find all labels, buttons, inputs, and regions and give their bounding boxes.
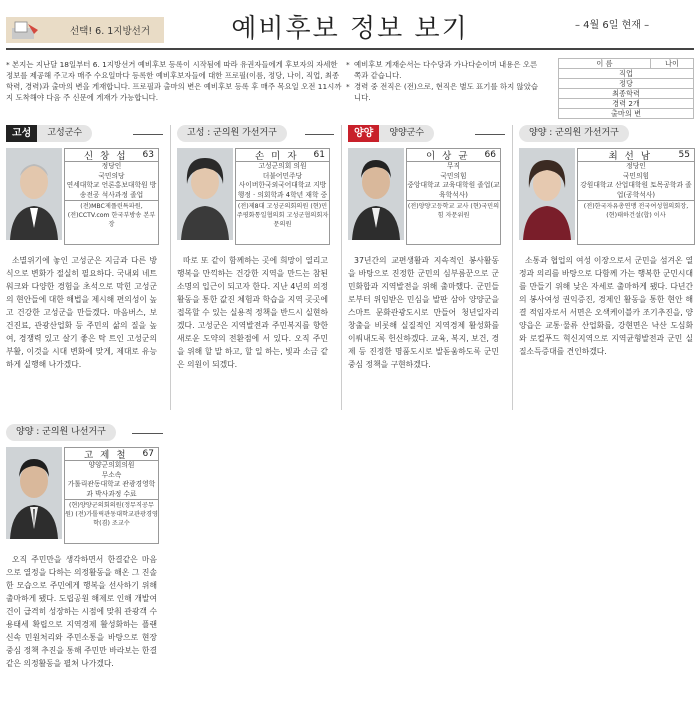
- section-header-yangyang-council-ga: [519, 125, 694, 142]
- candidate-photo: [177, 148, 233, 240]
- candidate-career: (전)제8대 고성군의회의원 (현)민주평화통일협의회 고성군협의회자문의원: [236, 200, 329, 229]
- legend-row: 경력 2개: [559, 99, 694, 109]
- candidate-statement: 소멸위기에 놓인 고성군은 지금과 다른 방식으로 변화가 절실히 필요하다. 국내외 네트워크와 다양한 경험을 초석으로 막힌 고성군의 현안들에 대한 해법을 제시해 편의성이 높고 건강한 고성군을 만들겠다. 마음버스, 보건진료, 관광산업화 등 주민의 삶의 질을 높여, 경쟁력 있고 살기 좋은 탁 트인 고성군의 부활, 이것을 시대 변화에 맞게, 제대로 유능하게 실행해 나가겠다.: [6, 256, 157, 369]
- position-tag: 양양군수: [379, 125, 434, 142]
- candidate-party: 국민의힘: [440, 171, 467, 180]
- section-header-goseong-mayor: [6, 125, 163, 142]
- candidate-name: 이 상 균: [425, 151, 470, 162]
- candidate-education: 사이버한국외국어대학교 지방행정 · 의회학과 4학년 재학 중: [237, 181, 328, 199]
- candidate-name: 손 미 자: [254, 151, 299, 162]
- candidate-career: (전)MBC제플린특파원, (전)CCTV.com 한국부방송 본부장: [65, 200, 158, 229]
- candidate-name: 최 선 남: [608, 151, 653, 162]
- candidate-age: 55: [678, 150, 690, 160]
- legend-name: 이 름: [559, 59, 651, 69]
- candidate-profile: [64, 148, 159, 245]
- candidate-name: 신 창 섭: [83, 151, 128, 162]
- column-divider: [512, 125, 513, 410]
- candidate-statement: 오직 주민만을 생각하면서 한결같은 마음으로 열정을 다하는 의정활동을 해온 그 진솔한 모습으로 주민에게 행복을 선사하기 위해 출마하게 됐다. 도립공원 해제로 인해 개발여건이 급격히 성장하는 시점에 맞춰 관광객 수용태세 확립으로 지역경제 활성화하는 플랜 신속 민원처리와 주민소통을 바탕으로 현장중심 정책 추진을 통해 주민만 바라보는 한결같은 의정활동을 펼쳐 나가겠다.: [6, 555, 157, 668]
- position-tag: 양양 : 군의원 가선거구: [519, 125, 629, 142]
- section-header-goseong-council: [177, 125, 334, 142]
- candidate-photo: [6, 447, 62, 539]
- section-rule: [475, 134, 505, 135]
- candidate-statement: 37년간의 교편생활과 지속적인 봉사활동을 바탕으로 진정한 군민의 심부름꾼으로 군민화합과 지역발전을 위해 출마했다. 군민들로부터 위임받은 민심을 발판 삼아 양양군을 스마트 문화관광도시로 만들어 청년일자리 창출을 비롯해 실질적인 지역경제 활성화를 이뤄내도록 헌신하겠다. 교육, 복지, 보건, 경제 등 진정한 명품도시로 발돋움하도록 군민중심 정책을 구현하겠다.: [348, 256, 499, 369]
- candidate-profile: [64, 447, 159, 544]
- legend-age: 나이: [651, 59, 694, 69]
- candidate-party: 무소속: [101, 470, 122, 479]
- candidate-profile: [406, 148, 501, 245]
- section-rule: [133, 134, 163, 135]
- candidate-job: 정당인: [101, 162, 122, 170]
- header-rule: [6, 48, 694, 50]
- candidate-career: (전)한국자유총연맹 전국여성협의회장, (현)태하건설(합) 이사: [578, 200, 694, 220]
- candidate-statement: 소통과 협업의 여성 이장으로서 군민을 섬겨온 열정과 의리를 바탕으로 다함께 가는 행복한 군민시대를 만들기 위해 낮은 자세로 출마하게 됐다. 다년간의 봉사여성 권익증진, 경제인 활동을 통한 현안 해결 적임자로서 서면은 오색케이블카 조기추진을, 양양읍은 교통·물류 산업화를, 강현면은 낙산 도심화와 로컬푸드 혁신지역으로 지역균형발전과 군민 실질소득증대를 견인하겠다.: [519, 256, 693, 356]
- candidate-age: 66: [484, 150, 496, 160]
- candidate-education: 강원대학교 산업대학원 토목공학과 졸업(공학석사): [580, 181, 692, 199]
- region-tag: 양양: [348, 125, 379, 142]
- legend-row: 정당: [559, 79, 694, 89]
- date-label: – 4월 6일 현재 –: [575, 20, 650, 31]
- candidate-profile: [577, 148, 695, 245]
- legend-row: 최종학력: [559, 89, 694, 99]
- election-tag: [6, 17, 164, 43]
- candidate-job: 양양군의회의원: [88, 461, 135, 469]
- notes: [346, 59, 542, 103]
- candidate-photo: [348, 148, 404, 240]
- section-header-yangyang-council-na: [6, 424, 163, 441]
- note-item: * 예비후보 게재순서는 다수당과 가나다순이며 내용은 오른쪽과 같습니다.: [346, 60, 538, 80]
- intro-text: * 본지는 지난달 18일부터 6. 1지방선거 예비후보 등록이 시작됨에 따라 유권자들에게 후보자의 자세한 정보를 제공해 주고자 매주 수요일마다 등록한 예비후보자들에 대한 프로필(이름, 정당, 나이, 직업, 최종학력, 경력)과 출마의 변을 게재합니다. 프로필과 출마의 변은 예비후보 등록 후 매주 목요일 오전 11시까지 도착해야 다음 주 신문에 게재가 가능합니다.: [6, 60, 342, 102]
- candidate-age: 61: [313, 150, 325, 160]
- profile-legend: [558, 58, 694, 119]
- legend-row: 직업: [559, 69, 694, 79]
- candidate-age: 67: [142, 449, 154, 459]
- region-tag: 고성: [6, 125, 37, 142]
- column-divider: [341, 125, 342, 410]
- column-divider: [170, 125, 171, 410]
- candidate-party: 더불어민주당: [262, 171, 303, 180]
- candidate-career: (현)양양군의회의원(정무직공무원) (전)가톨릭관동대학교관광경영학(겸) 조교수: [65, 499, 158, 528]
- ballot-icon: [10, 20, 40, 40]
- candidate-photo: [6, 148, 62, 240]
- legend-row: 출마의 변: [559, 109, 694, 119]
- candidate-education: 가톨릭관동대학교 관광경영학과 박사과정 수료: [67, 480, 156, 498]
- candidate-career: (전)양양고등학교 교사 (현)국민의힘 자문위원: [407, 200, 500, 220]
- position-tag: 고성군수: [37, 125, 92, 142]
- candidate-name: 고 제 철: [83, 450, 128, 461]
- candidate-statement: 따로 또 같이 함께하는 곳에 희망이 열리고 행복을 만끽하는 건강한 지역을 만드는 참된 소명의 입근이 되고자 한다. 지난 4년의 의정활동을 통한 값진 체험과 학습을 지역 곳곳에 접목할 수 있는 실용적 정책을 반드시 실현하겠다. 고성군은 지역발전과 주민복지를 향한 새로운 도약의 전환점에 서 있다. 오직 주민을 위해 할 말 하고, 할 일 하는, 빛과 소금 같은 의원이 되겠다.: [177, 256, 328, 369]
- candidate-party: 국민의힘: [622, 171, 650, 180]
- section-header-yangyang-mayor: [348, 125, 505, 142]
- candidate-education: 중앙대학교 교육대학원 졸업(교육학석사): [407, 181, 500, 199]
- position-tag: 고성 : 군의원 가선거구: [177, 125, 287, 142]
- intro-bullet: *: [6, 60, 13, 69]
- election-tag-label: 선택! 6. 1지방선거: [70, 26, 151, 37]
- candidate-job: 무직: [446, 162, 461, 170]
- candidate-photo: [519, 148, 575, 240]
- section-rule: [132, 433, 163, 434]
- candidate-party: 국민의당: [98, 171, 125, 180]
- section-rule: [305, 134, 334, 135]
- candidate-job: 정당인: [626, 162, 646, 170]
- candidate-age: 63: [142, 150, 154, 160]
- candidate-profile: [235, 148, 330, 245]
- page-title: 예비후보 정보 보기: [231, 14, 469, 44]
- candidate-job: 고성군의회 의원: [258, 162, 307, 170]
- candidate-education: 연세대학교 언론홍보대학원 방송전공 석사과정 졸업: [66, 181, 157, 199]
- note-item: * 경력 중 전직은 (전)으로, 현직은 별도 표기를 하지 않았습니다.: [346, 82, 538, 102]
- position-tag: 양양 : 군의원 나선거구: [6, 424, 116, 441]
